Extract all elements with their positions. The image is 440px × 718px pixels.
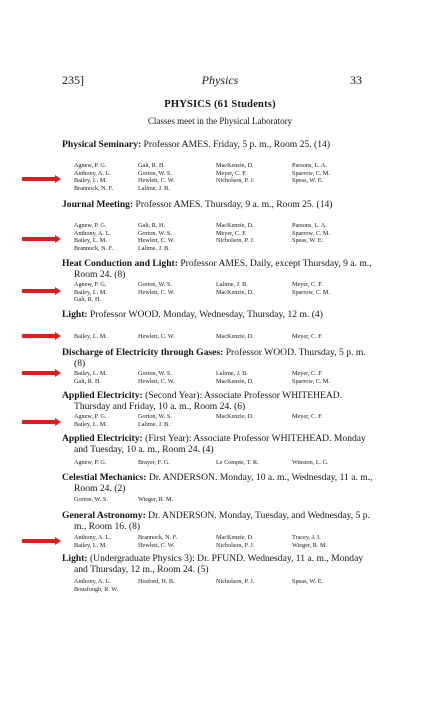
student-name: Sparrow, C. M. — [292, 377, 330, 385]
student-name: Bailey, L. M. — [74, 370, 107, 377]
course-title: Applied Electricity: — [62, 390, 143, 401]
student-name: Lalime, J. B. — [216, 370, 248, 377]
student-name: Anthony, A. L. — [74, 534, 111, 541]
course-title: Heat Conduction and Light: — [62, 258, 178, 269]
student-name: Nicholson, P. J. — [216, 237, 255, 245]
course-heading — [62, 390, 374, 412]
student-name: Meyer, C. F. — [292, 370, 323, 377]
student-name — [216, 296, 292, 304]
course-title: Physical Seminary: — [62, 139, 142, 150]
student-name: Sparrow, C. M. — [292, 229, 330, 237]
student-name: Bailey, L. M. — [74, 333, 107, 340]
course-details: Professor AMES. Thursday, 9 a. m., Room 25. (14) — [133, 199, 333, 210]
student-name: Hewlett, C. W. — [138, 237, 175, 245]
student-name: Gorton, W. S. — [74, 496, 108, 503]
course-heading — [62, 553, 374, 575]
table-row — [74, 578, 374, 586]
student-name: MacKenzie, D. — [216, 222, 254, 229]
course-heading — [62, 139, 374, 150]
table-row — [74, 177, 374, 185]
course-heading — [62, 433, 374, 455]
student-name: Hewlett, C. W. — [138, 377, 175, 385]
student-name: Gorton, W. S. — [138, 169, 172, 177]
student-name: Parsons, L. A. — [292, 162, 327, 169]
running-head: Physics — [201, 73, 239, 87]
page-number: 33 — [350, 73, 362, 87]
student-name: Gorton, W. S. — [138, 229, 172, 237]
student-name: Gorton, W. S. — [138, 413, 172, 420]
course-title: Light: — [62, 309, 88, 320]
student-name: Speas, W. E. — [292, 578, 324, 585]
student-list — [74, 370, 374, 385]
student-name: Wieger, R. M. — [138, 496, 174, 503]
student-list — [74, 459, 374, 467]
student-name: Meyer, C. F. — [292, 413, 323, 420]
student-name: Meyer, C. F. — [292, 333, 323, 340]
student-name: Nicholson, P. J. — [216, 177, 255, 185]
table-row — [74, 534, 374, 542]
student-name: Winston, L. G. — [292, 459, 329, 466]
student-name: Bailey, L. M. — [74, 177, 107, 185]
highlight-arrow-icon — [22, 177, 56, 181]
student-name: MacKenzie, D. — [216, 534, 254, 541]
student-name: MacKenzie, D. — [216, 162, 254, 169]
course-heading — [62, 309, 374, 320]
course-details: Dr. ANDERSON. Monday, 10 a. m., Wednesday, 11 a. m., Room 24. (2) — [74, 472, 373, 494]
course-title: Journal Meeting: — [62, 199, 134, 210]
course-heading — [62, 347, 374, 369]
student-name — [216, 185, 292, 193]
student-name: Tracey, J. I. — [292, 534, 321, 541]
student-name — [138, 296, 216, 304]
course-heading — [62, 258, 374, 280]
student-name: Brannock, N. F. — [74, 244, 114, 252]
student-name: Le Compte, T. R. — [216, 459, 259, 466]
table-row — [74, 586, 374, 594]
student-name: Galt, R. H. — [138, 222, 165, 229]
student-name: Agnew, P. G. — [74, 459, 107, 466]
student-name: Sparrow, C. M. — [292, 288, 330, 296]
student-name: Speas, W. E. — [292, 237, 324, 245]
student-name: Agnew, P. G. — [74, 413, 107, 420]
course-heading — [62, 472, 374, 494]
student-name: Speas, W. E. — [292, 177, 324, 185]
course-heading — [62, 199, 374, 210]
student-name: MacKenzie, D. — [216, 288, 254, 296]
student-name: Bousfough, R. W. — [74, 585, 119, 593]
course-heading — [62, 510, 374, 532]
main-title: PHYSICS (61 Students) — [164, 99, 276, 110]
course-details: Professor WOOD. Thursday, 5 p. m. (8) — [74, 347, 366, 369]
table-row — [74, 289, 374, 297]
student-name: Galt, R. H. — [74, 296, 101, 304]
page-number-left: 235] — [62, 73, 84, 87]
table-row — [74, 421, 374, 429]
course-details: (Second Year): Associate Professor WHITEHEAD. Thursday and Friday, 10 a. m., Room 24. (6) — [74, 390, 343, 412]
student-name: Meyer, C. F. — [292, 281, 323, 288]
table-row — [74, 542, 374, 550]
student-name: MacKenzie, D. — [216, 333, 254, 340]
student-name: Brayer, F. G. — [138, 459, 170, 466]
highlight-arrow-icon — [22, 289, 56, 293]
student-name: Lalime, J. B. — [138, 420, 170, 428]
student-name — [292, 296, 372, 304]
student-name: MacKenzie, D. — [216, 377, 254, 385]
student-name: Galt, R. H. — [138, 162, 165, 169]
student-name: Brannock, N. F. — [138, 534, 178, 541]
student-name: Hewlett, C. W. — [138, 288, 175, 296]
student-name: Galt, R. H. — [74, 377, 101, 385]
course-details: Professor WOOD. Monday, Wednesday, Thursday, 12 m. (4) — [87, 309, 323, 320]
student-name: Agnew, P. G. — [74, 281, 107, 288]
student-list — [74, 578, 374, 593]
student-name: Parsons, L. A. — [292, 222, 327, 229]
table-row — [74, 378, 374, 386]
table-row — [74, 413, 374, 421]
student-name: Anthony, A. L. — [74, 169, 111, 177]
table-row — [74, 222, 374, 230]
student-name: Bailey, L. M. — [74, 288, 107, 296]
student-list — [74, 333, 374, 341]
course-details: Dr. ANDERSON. Monday, Tuesday, and Wednesday, 5 p. m., Room 16. (8) — [74, 510, 370, 532]
student-name — [292, 421, 372, 429]
student-name: Lalime, J. B. — [138, 244, 170, 252]
table-row — [74, 170, 374, 178]
highlight-arrow-icon — [22, 237, 56, 241]
highlight-arrow-icon — [22, 539, 56, 543]
student-name — [216, 496, 292, 504]
course-title: Light: — [62, 553, 88, 564]
student-name: Nicholson, P. J. — [216, 578, 255, 585]
table-row — [74, 281, 374, 289]
table-row — [74, 245, 374, 253]
student-name: Bailey, L. M. — [74, 420, 107, 428]
student-name: Agnew, P. G. — [74, 162, 107, 169]
student-name: Bailey, L. M. — [74, 237, 107, 245]
student-name: Nicholson, P. J. — [216, 541, 255, 549]
highlight-arrow-icon — [22, 420, 56, 424]
table-row — [74, 162, 374, 170]
student-name — [138, 586, 216, 594]
course-details: Professor AMES. Daily, except Thursday, 9 a. m., Room 24. (8) — [74, 258, 372, 280]
student-name — [292, 245, 372, 253]
student-name — [216, 245, 292, 253]
student-name: Wieger, R. M. — [292, 541, 328, 549]
student-name — [292, 586, 372, 594]
table-row — [74, 496, 374, 504]
course-title: Celestial Mechanics: — [62, 472, 147, 483]
course-title: General Astronomy: — [62, 510, 146, 521]
table-row — [74, 370, 374, 378]
student-name: Hewlett, C. W. — [138, 333, 175, 340]
table-row — [74, 185, 374, 193]
course-details: (Undergraduate Physics 3): Dr. PFUND. Wednesday, 11 a. m., Monday and Thursday, 12 m., Room 24. (5) — [74, 553, 364, 575]
course-details: Professor AMES. Friday, 5 p. m., Room 25. (14) — [141, 139, 331, 150]
student-name: Bailey, L. M. — [74, 541, 107, 549]
student-list — [74, 534, 374, 549]
subtitle: Classes meet in the Physical Laboratory — [147, 116, 293, 126]
student-name — [216, 586, 292, 594]
student-list — [74, 162, 374, 192]
highlight-arrow-icon — [22, 371, 56, 375]
table-row — [74, 237, 374, 245]
course-details: (First Year): Associate Professor WHITEHEAD. Monday and Tuesday, 10 a. m., Room 24. (4) — [74, 433, 366, 455]
course-title: Discharge of Electricity through Gases: — [62, 347, 224, 358]
student-list — [74, 496, 374, 504]
student-name: Gorton, W. S. — [138, 281, 172, 288]
highlight-arrow-icon — [22, 334, 56, 338]
student-name — [292, 185, 372, 193]
student-name: Lalime, J. B. — [216, 281, 248, 288]
student-name: Hewlett, C. W. — [138, 541, 175, 549]
student-name: Meyer, C. F. — [216, 169, 247, 177]
student-name: Lalime, J. B. — [138, 184, 170, 192]
student-list — [74, 413, 374, 428]
student-name: MacKenzie, D. — [216, 413, 254, 420]
table-row — [74, 333, 374, 341]
student-name — [292, 496, 372, 504]
student-name: Hewlett, C. W. — [138, 177, 175, 185]
student-name — [216, 421, 292, 429]
student-name: Meyer, C. F. — [216, 229, 247, 237]
student-name: Sparrow, C. M. — [292, 169, 330, 177]
student-name: Gorton, W. S. — [138, 370, 172, 377]
student-name: Agnew, P. G. — [74, 222, 107, 229]
table-row — [74, 296, 374, 304]
table-row — [74, 459, 374, 467]
student-name: Brannock, N. F. — [74, 184, 114, 192]
table-row — [74, 230, 374, 238]
course-title: Applied Electricity: — [62, 433, 143, 444]
student-list — [74, 281, 374, 304]
student-name: Hosford, H. B. — [138, 578, 175, 585]
student-name: Anthony, A. L. — [74, 578, 111, 585]
student-list — [74, 222, 374, 252]
student-name: Anthony, A. L. — [74, 229, 111, 237]
